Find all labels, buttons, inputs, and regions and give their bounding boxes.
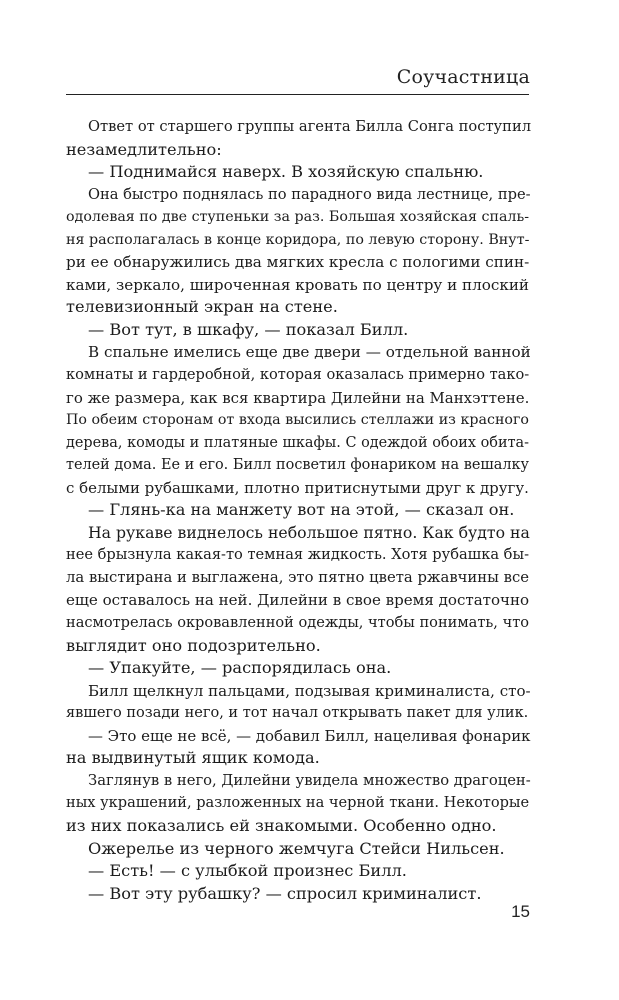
text-line: Билл щелкнул пальцами, подзывая криминалиста, сто-: [88, 681, 531, 700]
text-line: ня располагалась в конце коридора, по левую сторону. Внут-: [66, 231, 530, 248]
text-line: телей дома. Ее и его. Билл посветил фонариком на вешалку: [66, 457, 529, 474]
text-line: Ответ от старшего группы агента Билла Сонга поступил: [88, 118, 532, 135]
text-line: — Поднимайся наверх. В хозяйскую спальню.: [88, 162, 484, 182]
text-line: выглядит оно подозрительно.: [66, 635, 321, 655]
text-line: одолевая по две ступеньки за раз. Большая хозяйская спаль-: [66, 209, 529, 226]
text-line: дерева, комоды и платяные шкафы. С одеждой обоих обита-: [66, 434, 529, 451]
text-line: нее брызнула какая-то темная жидкость. Хотя рубашка бы-: [66, 546, 529, 564]
text-line: — Есть! — с улыбкой произнес Билл.: [88, 861, 407, 881]
text-line: — Вот тут, в шкафу, — показал Билл.: [88, 319, 409, 339]
text-line: из них показались ей знакомыми. Особенно одно.: [66, 815, 497, 835]
text-line: Заглянув в него, Дилейни увидела множество драгоцен-: [88, 771, 531, 789]
text-line: еще оставалось на ней. Дилейни в свое время достаточно: [66, 591, 530, 610]
text-line: На рукаве виднелось небольшое пятно. Как будто на: [88, 522, 530, 542]
text-line: — Это еще не всё, — добавил Билл, нацеливая фонарик: [88, 726, 531, 745]
text-line: комнаты и гардеробной, которая оказалась примерно тако-: [66, 366, 530, 384]
text-line: По обеим сторонам от входа высились стеллажи из красного: [66, 412, 529, 429]
text-line: насмотрелась окровавленной одежды, чтобы понимать, что: [66, 614, 529, 632]
header-rule: [66, 94, 529, 95]
text-line: ных украшений, разложенных на черной ткани. Некоторые: [66, 794, 530, 812]
body-text: [66, 116, 532, 905]
text-line: Ожерелье из черного жемчуга Стейси Нильсен.: [88, 838, 505, 858]
text-line: — Упакуйте, — распорядилась она.: [88, 658, 392, 678]
page-number: 15: [511, 902, 530, 921]
text-line: явшего позади него, и тот начал открывать пакет для улик.: [66, 705, 529, 722]
text-line: ла выстирана и выглажена, это пятно цвета ржавчины все: [66, 568, 529, 586]
text-line: с белыми рубашками, плотно притиснутыми друг к другу.: [66, 478, 529, 497]
running-header-title: Соучастница: [396, 66, 530, 88]
text-line: В спальне имелись еще две двери — отдельной ванной: [88, 343, 531, 362]
text-line: на выдвинутый ящик комода.: [66, 748, 320, 768]
text-line: незамедлительно:: [66, 139, 222, 159]
text-line: телевизионный экран на стене.: [66, 297, 338, 317]
text-line: — Глянь-ка на манжету вот на этой, — сказал он.: [88, 500, 515, 520]
text-line: — Вот эту рубашку? — спросил криминалист.: [88, 883, 482, 903]
text-line: го же размера, как вся квартира Дилейни на Манхэттене.: [66, 388, 530, 407]
text-line: Она быстро поднялась по парадного вида лестнице, пре-: [88, 185, 531, 203]
text-line: ри ее обнаружились два мягких кресла с пологими спин-: [66, 253, 530, 272]
text-line: ками, зеркало, широченная кровать по центру и плоский: [66, 275, 529, 294]
